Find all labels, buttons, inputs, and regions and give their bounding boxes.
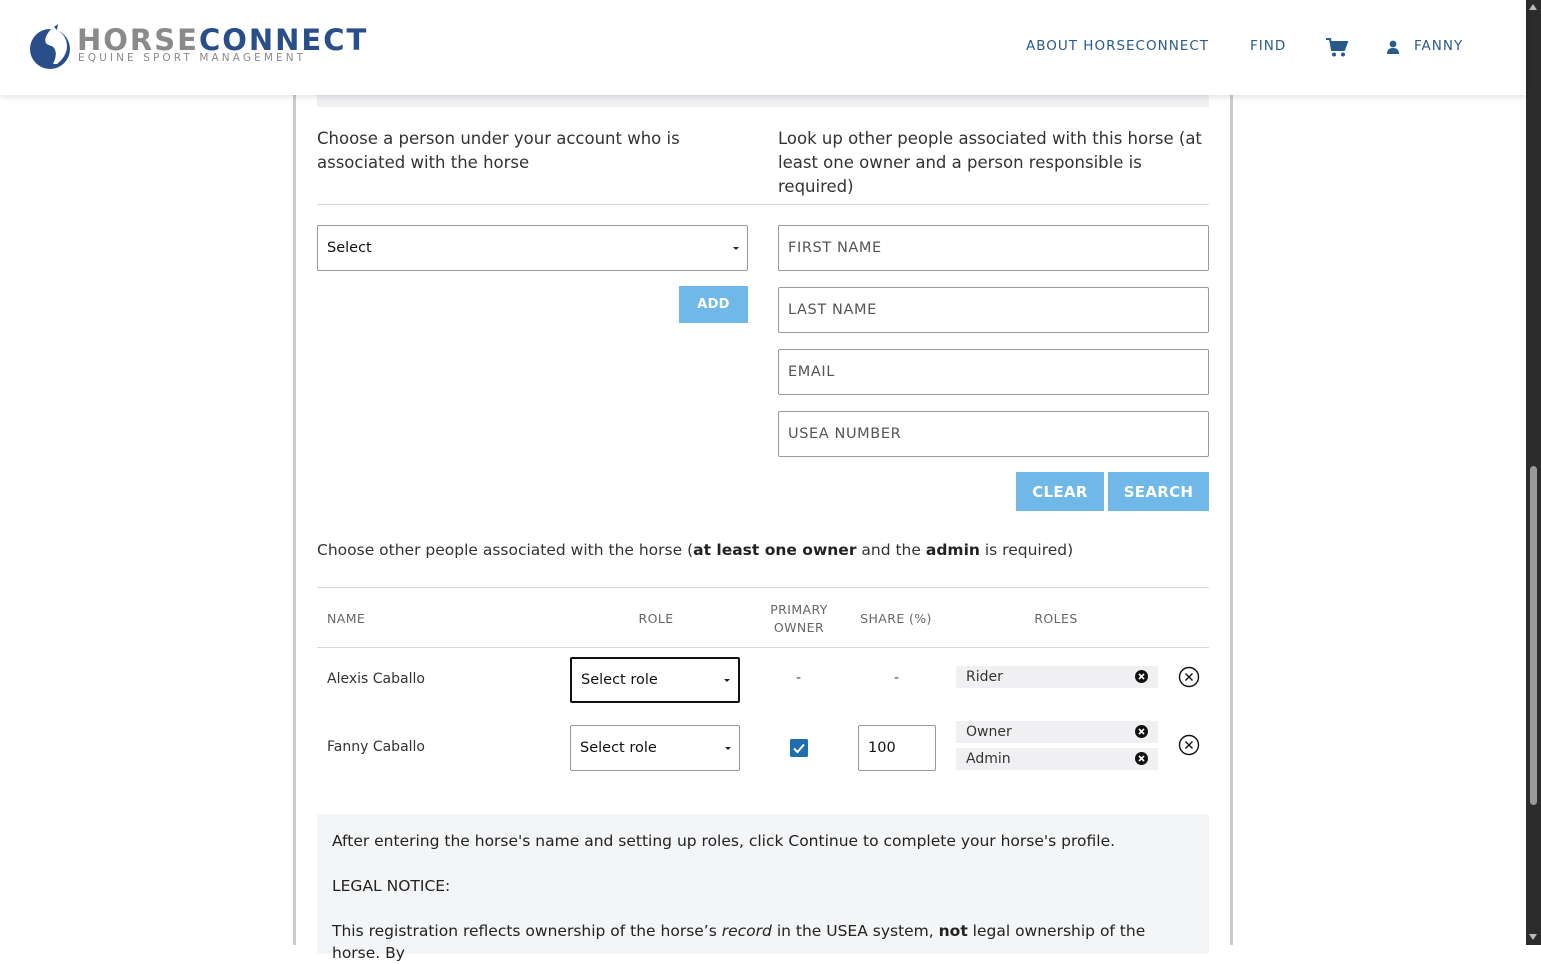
logo-tagline: EQUINE SPORT MANAGEMENT	[78, 52, 307, 64]
share-input[interactable]: 100	[858, 725, 936, 771]
shopping-cart-icon[interactable]	[1326, 38, 1348, 58]
search-button[interactable]: SEARCH	[1108, 472, 1209, 511]
chevron-down-icon	[725, 747, 731, 750]
column-header-roles: ROLES	[1034, 611, 1078, 626]
registration-panel	[293, 95, 1233, 962]
chevron-down-icon	[724, 679, 730, 682]
role-chip	[956, 748, 1158, 770]
column-header-primary-owner: PRIMARY OWNER	[770, 602, 828, 635]
legal-text-italic: record	[721, 922, 772, 940]
role-chip-label: Rider	[966, 669, 1003, 685]
role-chip	[956, 666, 1158, 688]
remove-role-icon[interactable]	[1135, 752, 1148, 765]
people-instruction	[317, 541, 1073, 559]
logo-word-horse: HORSE	[77, 23, 199, 57]
remove-person-icon[interactable]	[1178, 734, 1200, 756]
continue-instruction: After entering the horse's name and setting up roles, click Continue to complete your horse's profile.	[332, 832, 1116, 850]
horseconnect-logo[interactable]	[29, 23, 369, 72]
role-select[interactable]	[570, 725, 740, 771]
nav-find-link[interactable]: FIND	[1250, 38, 1287, 54]
nav-about-link[interactable]: ABOUT HORSECONNECT	[1026, 38, 1210, 54]
primary-owner-value: -	[796, 670, 802, 686]
person-name: Fanny Caballo	[327, 739, 425, 755]
logo-word-connect: CONNECT	[198, 23, 369, 57]
site-header	[0, 0, 1526, 95]
lookup-instruction: Look up other people associated with this horse (at least one owner and a person responsible is required)	[778, 129, 1202, 196]
legal-text-bold: not	[938, 922, 968, 940]
remove-person-icon[interactable]	[1178, 666, 1200, 688]
column-header-share: SHARE (%)	[860, 611, 932, 626]
section-top-band	[317, 95, 1209, 107]
role-chip-label: Owner	[966, 724, 1012, 740]
person-select[interactable]	[317, 225, 748, 271]
people-text-bold-owner: at least one owner	[693, 541, 857, 559]
role-select[interactable]	[570, 657, 740, 703]
people-text-bold-admin: admin	[925, 541, 980, 559]
remove-role-icon[interactable]	[1135, 670, 1148, 683]
add-person-button[interactable]: ADD	[679, 286, 748, 323]
clear-button[interactable]: CLEAR	[1016, 472, 1104, 511]
last-name-input[interactable]: LAST NAME	[778, 287, 1209, 333]
legal-text-before: This registration reflects ownership of the horse’s	[332, 922, 722, 940]
legal-text-mid: in the USEA system,	[771, 922, 939, 940]
role-chip-label: Admin	[966, 751, 1011, 767]
chevron-down-icon	[733, 247, 739, 250]
scrollbar-thumb[interactable]	[1530, 466, 1537, 805]
user-icon[interactable]	[1387, 40, 1399, 54]
divider	[317, 204, 1209, 205]
people-text-mid: and the	[856, 541, 926, 559]
legal-notice-text	[332, 920, 1194, 964]
scroll-down-icon[interactable]	[1529, 934, 1537, 940]
legal-notice-box	[317, 814, 1209, 962]
email-input[interactable]: EMAIL	[778, 349, 1209, 395]
first-name-input[interactable]: FIRST NAME	[778, 225, 1209, 271]
logo-wordmark	[77, 25, 368, 55]
share-value: -	[894, 670, 900, 686]
people-text-after: is required)	[979, 541, 1074, 559]
people-text-before: Choose other people associated with the horse (	[317, 541, 694, 559]
person-name: Alexis Caballo	[327, 671, 425, 687]
own-person-instruction: Choose a person under your account who is associated with the horse	[317, 129, 680, 172]
scroll-up-icon[interactable]	[1529, 4, 1537, 10]
role-chip	[956, 721, 1158, 743]
remove-role-icon[interactable]	[1135, 725, 1148, 738]
role-select-value: Select role	[581, 672, 658, 688]
divider	[317, 647, 1209, 648]
person-select-value: Select	[327, 240, 372, 256]
primary-owner-checkbox[interactable]	[790, 739, 808, 757]
usea-number-input[interactable]: USEA NUMBER	[778, 411, 1209, 457]
role-select-value: Select role	[580, 740, 657, 756]
divider	[317, 587, 1209, 588]
nav-user-menu[interactable]: FANNY	[1414, 38, 1464, 54]
horse-head-icon	[29, 24, 73, 70]
column-header-role: ROLE	[638, 611, 674, 626]
legal-text-after: legal ownership of the horse. By	[332, 922, 1146, 962]
page-scrollbar[interactable]	[1526, 0, 1541, 945]
legal-notice-title: LEGAL NOTICE:	[332, 877, 451, 895]
column-header-name: NAME	[327, 611, 366, 626]
